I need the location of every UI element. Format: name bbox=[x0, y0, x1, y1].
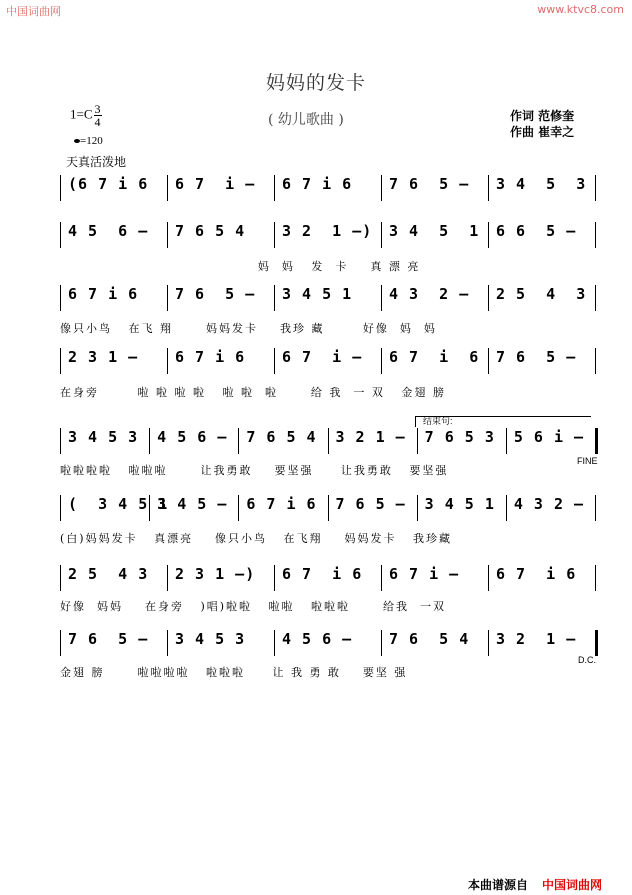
barline bbox=[417, 495, 418, 521]
footer-source-label: 本曲谱源自 bbox=[468, 878, 529, 892]
measure: 7 6 5 4 bbox=[389, 630, 470, 648]
time-numerator: 3 bbox=[94, 102, 101, 116]
barline-end bbox=[595, 565, 596, 591]
measure: 7 6 5 3 bbox=[424, 428, 495, 446]
barline bbox=[238, 428, 239, 454]
barline-end bbox=[595, 175, 596, 201]
measure: 3 2 1 – bbox=[496, 630, 577, 648]
measure: 3 4 5 3 bbox=[496, 175, 587, 193]
lyrics-line: (白)妈妈发卡 真漂亮 像只小鸟 在飞翔 妈妈发卡 我珍藏 bbox=[60, 532, 453, 545]
ending-bracket bbox=[415, 416, 591, 427]
barline bbox=[417, 428, 418, 454]
barline bbox=[60, 348, 61, 374]
barline bbox=[274, 348, 275, 374]
measure: ( 3 4 5 1 bbox=[68, 495, 169, 513]
barline bbox=[328, 428, 329, 454]
barline bbox=[60, 285, 61, 311]
measure: 6 7 i 6 bbox=[282, 565, 363, 583]
barline bbox=[274, 175, 275, 201]
barline bbox=[381, 565, 382, 591]
tempo-marking bbox=[74, 135, 103, 147]
barline-end bbox=[595, 630, 598, 656]
barline bbox=[60, 428, 61, 454]
measure: 4 3 2 – bbox=[513, 495, 585, 513]
barline bbox=[328, 495, 329, 521]
barline bbox=[149, 495, 150, 521]
key-prefix: 1=C bbox=[70, 106, 93, 122]
song-title: 妈妈的发卡 bbox=[265, 72, 366, 94]
measure: 6 7 i – bbox=[389, 565, 460, 583]
lyrics-line: 妈 妈 发 卡 真 漂 亮 bbox=[60, 260, 421, 273]
barline bbox=[167, 222, 168, 248]
barline bbox=[60, 565, 61, 591]
ending-marking: 结束句: bbox=[423, 416, 453, 426]
barline-end bbox=[595, 348, 596, 374]
barline bbox=[274, 565, 275, 591]
score-line bbox=[60, 285, 595, 311]
watermark-right: www.ktvc8.com bbox=[537, 3, 624, 16]
barline bbox=[167, 285, 168, 311]
barline-end bbox=[595, 285, 596, 311]
barline bbox=[488, 285, 489, 311]
score-line bbox=[60, 565, 595, 591]
measure: 3 4 5 – bbox=[157, 495, 228, 513]
measure: 2 5 4 3 bbox=[68, 565, 149, 583]
measure: 6 7 i – bbox=[175, 175, 256, 193]
dc-marking: D.C. bbox=[578, 655, 596, 665]
measure: 3 4 5 1 bbox=[282, 285, 353, 303]
measure: 3 4 5 1 bbox=[389, 222, 480, 240]
measure: 4 5 6 – bbox=[68, 222, 149, 240]
measure: 4 5 6 – bbox=[157, 428, 228, 446]
measure: 6 7 i 6 bbox=[175, 348, 246, 366]
score-line bbox=[60, 175, 595, 201]
measure: 7 6 5 – bbox=[389, 175, 470, 193]
footer bbox=[468, 876, 602, 893]
measure: 2 3 1 – bbox=[68, 348, 139, 366]
measure: 7 6 5 – bbox=[496, 348, 577, 366]
lyrics-line: 金翅 膀 啦啦啦啦 啦啦啦 让 我 勇 敢 要坚 强 bbox=[60, 666, 408, 679]
barline bbox=[60, 222, 61, 248]
measure: 4 3 2 – bbox=[389, 285, 470, 303]
measure: 6 6 5 – bbox=[496, 222, 577, 240]
lyricist-credit: 作词 范修奎 bbox=[510, 109, 575, 123]
time-signature bbox=[94, 103, 102, 128]
composer-credit: 作曲 崔幸之 bbox=[510, 125, 575, 139]
measure: 3 2 1 – bbox=[335, 428, 406, 446]
lyrics-line: 啦啦啦啦 啦啦啦 让我勇敢 要坚强 让我勇敢 要坚强 bbox=[60, 464, 449, 477]
score-line bbox=[60, 630, 595, 656]
barline bbox=[149, 428, 150, 454]
barline bbox=[274, 285, 275, 311]
credits bbox=[510, 108, 574, 140]
barline bbox=[274, 222, 275, 248]
barline bbox=[488, 222, 489, 248]
barline bbox=[167, 175, 168, 201]
barline bbox=[60, 175, 61, 201]
measure: 6 7 i 6 bbox=[282, 175, 353, 193]
measure: 3 4 5 3 bbox=[175, 630, 246, 648]
barline bbox=[167, 348, 168, 374]
measure: 4 5 6 – bbox=[282, 630, 353, 648]
measure: 7 6 5 – bbox=[68, 630, 149, 648]
measure: 7 6 5 – bbox=[175, 285, 256, 303]
barline-end bbox=[595, 222, 596, 248]
measure: 3 4 5 3 bbox=[68, 428, 139, 446]
fine-marking: FINE bbox=[577, 456, 598, 466]
barline bbox=[381, 175, 382, 201]
barline bbox=[488, 565, 489, 591]
score-line bbox=[60, 495, 595, 521]
score-line bbox=[60, 222, 595, 248]
lyrics-line: 好像 妈妈 在身旁 )唱)啦啦 啦啦 啦啦啦 给我 一双 bbox=[60, 600, 447, 613]
barline-end bbox=[595, 495, 596, 521]
measure: 3 2 1 –) bbox=[282, 222, 373, 240]
barline bbox=[506, 495, 507, 521]
measure: 5 6 i – bbox=[513, 428, 585, 446]
measure: 6 7 i 6 bbox=[68, 285, 139, 303]
tempo-value: =120 bbox=[80, 135, 103, 147]
lyrics-line: 在身旁 啦 啦 啦 啦 啦 啦 啦 给 我 一 双 金翅 膀 bbox=[60, 386, 446, 399]
measure: 6 7 i – bbox=[282, 348, 363, 366]
barline bbox=[488, 630, 489, 656]
measure: 6 7 i 6 bbox=[246, 495, 317, 513]
measure: 3 4 5 1 bbox=[424, 495, 495, 513]
measure: (6 7 i 6 bbox=[68, 175, 149, 193]
barline bbox=[167, 565, 168, 591]
measure: 7 6 5 4 bbox=[175, 222, 246, 240]
measure: 2 3 1 –) bbox=[175, 565, 256, 583]
measure: 7 6 5 4 bbox=[246, 428, 317, 446]
measure: 6 7 i 6 bbox=[496, 565, 577, 583]
score-line bbox=[60, 348, 595, 374]
barline bbox=[506, 428, 507, 454]
barline bbox=[60, 630, 61, 656]
lyrics-line: 像只小鸟 在飞 翔 妈妈发卡 我珍 藏 好像 妈 妈 bbox=[60, 322, 437, 335]
barline bbox=[167, 630, 168, 656]
measure: 2 5 4 3 bbox=[496, 285, 587, 303]
barline bbox=[381, 222, 382, 248]
score-line bbox=[60, 428, 595, 454]
barline bbox=[488, 175, 489, 201]
barline bbox=[381, 630, 382, 656]
watermark-left: 中国词曲网 bbox=[6, 5, 61, 18]
barline-end bbox=[595, 428, 598, 454]
measure: 6 7 i 6 bbox=[389, 348, 480, 366]
barline bbox=[381, 285, 382, 311]
key-signature bbox=[70, 103, 102, 128]
expression-marking: 天真活泼地 bbox=[66, 155, 127, 169]
barline bbox=[488, 348, 489, 374]
barline bbox=[60, 495, 61, 521]
song-subtitle: ( 幼儿歌曲 ) bbox=[268, 112, 344, 128]
time-denominator: 4 bbox=[94, 115, 101, 129]
footer-site-name[interactable]: 中国词曲网 bbox=[542, 878, 603, 892]
barline bbox=[274, 630, 275, 656]
barline bbox=[238, 495, 239, 521]
measure: 7 6 5 – bbox=[335, 495, 406, 513]
barline bbox=[381, 348, 382, 374]
